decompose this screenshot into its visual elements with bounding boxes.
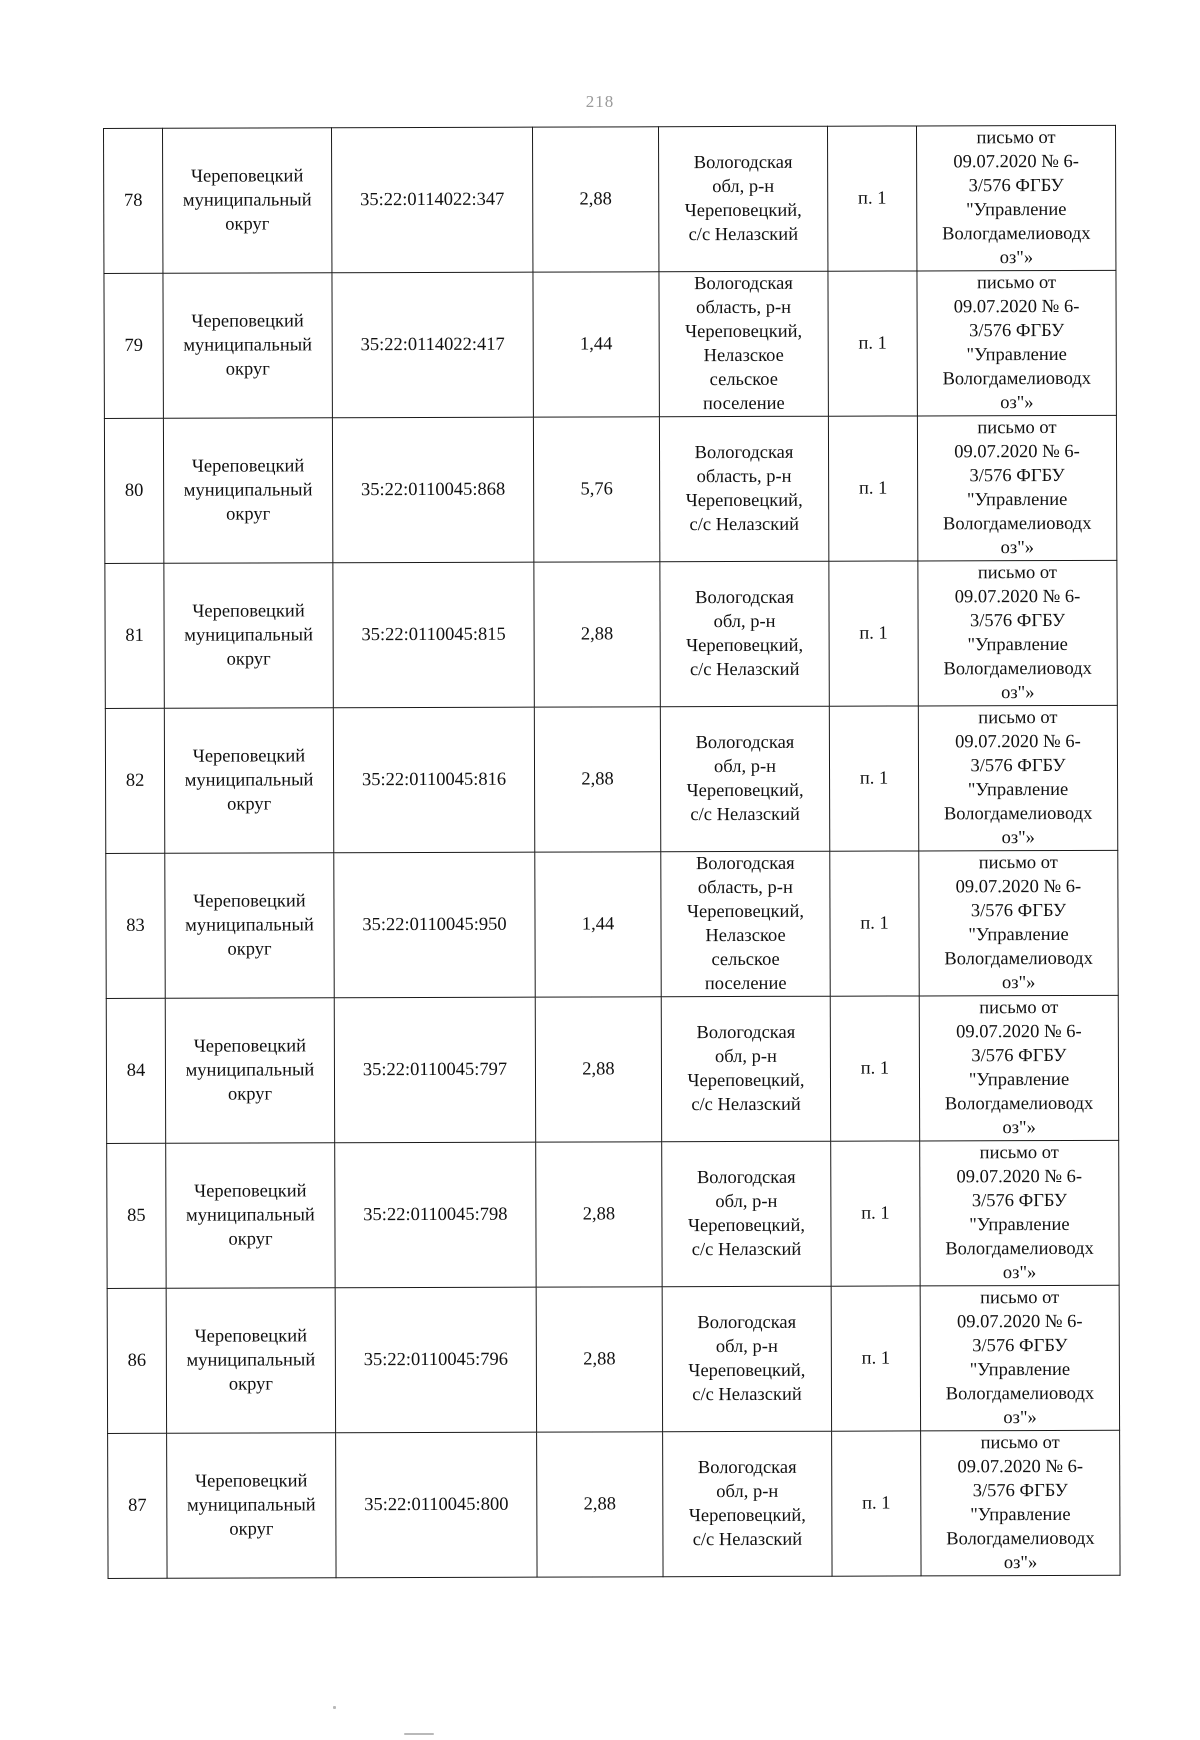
table-row	[107, 1140, 1119, 1288]
cell-cadastral-number: 35:22:0114022:417	[332, 272, 533, 418]
cell-address-line: Череповецкий,	[687, 1215, 805, 1237]
cell-address-line: Вологодская	[694, 273, 793, 295]
cell-address-line: Череповецкий,	[684, 200, 802, 222]
cell-address	[661, 851, 830, 997]
cell-address	[659, 271, 828, 417]
cell-basis-line: оз"»	[1002, 1263, 1037, 1284]
cell-municipality	[165, 853, 334, 999]
cell-basis-line: письмо от	[977, 563, 1057, 584]
cell-municipality	[166, 1288, 335, 1434]
cell-municipality	[163, 418, 332, 564]
cell-basis-line: письмо от	[978, 853, 1058, 874]
table-body	[104, 125, 1121, 1578]
cell-basis-line: оз"»	[1002, 1118, 1036, 1139]
cell-area: 1,44	[533, 272, 659, 417]
cell-municipality-line: округ	[226, 649, 271, 670]
cell-basis-line: 09.07.2020 № 6-	[953, 151, 1079, 173]
cell-address	[663, 1431, 832, 1577]
land-plot-table	[103, 125, 1121, 1579]
cell-basis-line: письмо от	[976, 273, 1057, 294]
cell-municipality-line: муниципальный	[185, 915, 314, 936]
cell-basis-line: 09.07.2020 № 6-	[957, 1456, 1084, 1478]
cell-municipality-line: Череповецкий	[191, 456, 305, 477]
cell-item: п. 1	[829, 561, 918, 706]
cell-municipality-line: муниципальный	[184, 770, 314, 791]
cell-municipality-line: муниципальный	[186, 1495, 316, 1516]
cell-address	[658, 126, 827, 272]
cell-row-number: 81	[105, 563, 164, 708]
cell-municipality	[164, 563, 333, 709]
cell-item: п. 1	[830, 996, 919, 1141]
cell-municipality-line: округ	[228, 1374, 274, 1395]
cell-cadastral-number: 35:22:0110045:796	[335, 1287, 536, 1433]
table-row	[104, 125, 1116, 273]
cell-row-number: 84	[106, 998, 165, 1143]
cell-municipality-line: Череповецкий	[192, 746, 306, 767]
cell-basis-line: "Управление	[968, 924, 1069, 946]
cell-basis-line: Вологдамелиоводх	[946, 1528, 1095, 1550]
cell-address-line: область, р-н	[697, 877, 793, 899]
cell-basis-line: оз"»	[1001, 973, 1036, 994]
cell-basis-line: оз"»	[999, 248, 1034, 269]
cell-area: 2,88	[535, 997, 661, 1142]
cell-basis-line: 3/576 ФГБУ	[970, 755, 1066, 777]
cell-basis-line: 3/576 ФГБУ	[968, 175, 1064, 197]
cell-address-line: Вологодская	[695, 587, 794, 609]
cell-address-line: Череповецкий,	[686, 901, 804, 923]
cell-basis	[919, 995, 1118, 1141]
cell-row-number: 78	[104, 128, 163, 273]
cell-address	[661, 996, 830, 1142]
cell-address-line: с/с Нелазский	[689, 514, 800, 536]
cell-address-line: с/с Нелазский	[692, 1529, 803, 1551]
cell-basis-line: 09.07.2020 № 6-	[956, 1166, 1083, 1188]
cell-basis-line: Вологдамелиоводх	[945, 1238, 1094, 1260]
cell-item: п. 1	[830, 851, 919, 996]
cell-basis-line: Вологдамелиоводх	[942, 223, 1091, 245]
cell-municipality-line: муниципальный	[186, 1350, 316, 1371]
cell-basis-line: Вологдамелиоводх	[942, 513, 1092, 535]
cell-address-line: область, р-н	[696, 297, 792, 319]
cell-item: п. 1	[828, 271, 917, 416]
cell-cadastral-number: 35:22:0110045:816	[333, 707, 534, 853]
cell-basis-line: "Управление	[966, 199, 1067, 221]
cell-address-line: Череповецкий,	[685, 321, 803, 343]
table-row	[107, 1285, 1119, 1433]
cell-municipality-line: муниципальный	[185, 1060, 315, 1081]
cell-basis-line: Вологдамелиоводх	[944, 1093, 1094, 1115]
cell-item: п. 1	[832, 1431, 921, 1576]
cell-basis-line: Вологдамелиоводх	[944, 948, 1093, 970]
cell-address-line: Вологодская	[697, 1457, 797, 1479]
table-row	[104, 270, 1116, 418]
cell-item: п. 1	[831, 1141, 920, 1286]
cell-municipality-line: округ	[227, 794, 272, 815]
cell-basis-line: Вологдамелиоводх	[943, 658, 1092, 680]
cell-municipality	[165, 998, 334, 1144]
cell-row-number: 80	[104, 418, 163, 563]
cell-municipality-line: округ	[227, 939, 272, 960]
cell-address	[659, 416, 828, 562]
cell-area: 2,88	[536, 1142, 662, 1287]
cell-basis-line: "Управление	[969, 1359, 1071, 1381]
cell-municipality	[167, 1433, 336, 1579]
cell-row-number: 83	[106, 853, 165, 998]
cell-municipality-line: округ	[227, 1084, 273, 1105]
cell-basis-line: "Управление	[968, 1069, 1070, 1091]
cell-address-line: обл, р-н	[713, 756, 777, 778]
cell-basis-line: "Управление	[967, 779, 1069, 801]
cell-basis-line: письмо от	[980, 1433, 1060, 1454]
cell-basis-line: 3/576 ФГБУ	[971, 1045, 1067, 1067]
cell-basis-line: оз"»	[1001, 828, 1035, 849]
cell-municipality-line: округ	[229, 1519, 274, 1540]
cell-basis-line: 09.07.2020 № 6-	[954, 586, 1081, 608]
cell-basis	[919, 850, 1118, 996]
cell-municipality-line: муниципальный	[184, 625, 313, 646]
table-row	[106, 995, 1118, 1143]
cell-row-number: 86	[107, 1288, 166, 1433]
cell-basis-line: оз"»	[1000, 393, 1034, 414]
cell-address-line: Нелазское	[705, 925, 786, 947]
page-number: 218	[585, 92, 615, 111]
cell-address-line: обл, р-н	[713, 611, 776, 633]
cell-basis-line: Вологдамелиоводх	[942, 368, 1092, 390]
cell-address-line: Вологодская	[693, 152, 793, 174]
cell-basis	[920, 1285, 1119, 1431]
cell-municipality-line: округ	[228, 1229, 273, 1250]
cell-basis-line: "Управление	[966, 344, 1067, 366]
cell-address-line: Вологодская	[695, 853, 795, 875]
cell-municipality-line: Череповецкий	[195, 1471, 308, 1492]
cell-address-line: с/с Нелазский	[692, 1384, 802, 1406]
cell-area: 5,76	[533, 417, 659, 562]
table-row	[104, 415, 1116, 563]
cell-address-line: сельское	[711, 949, 780, 971]
cell-basis-line: "Управление	[969, 1214, 1070, 1236]
cell-cadastral-number: 35:22:0110045:797	[334, 997, 535, 1143]
cell-address-line: Вологодская	[694, 442, 794, 464]
cell-basis-line: "Управление	[970, 1504, 1071, 1526]
cell-basis-line: 09.07.2020 № 6-	[954, 441, 1080, 463]
cell-municipality-line: муниципальный	[183, 335, 313, 356]
cell-cadastral-number: 35:22:0110045:800	[336, 1432, 537, 1578]
cell-address-line: обл, р-н	[716, 1481, 779, 1503]
cell-basis	[918, 560, 1117, 706]
cell-cadastral-number: 35:22:0110045:950	[334, 852, 535, 998]
cell-basis-line: Вологдамелиоводх	[945, 1383, 1095, 1405]
cell-basis-line: оз"»	[1001, 683, 1035, 704]
cell-cadastral-number: 35:22:0110045:868	[332, 417, 533, 563]
cell-basis-line: 09.07.2020 № 6-	[955, 731, 1081, 753]
cell-basis-line: оз"»	[1000, 538, 1035, 559]
cell-address-line: поселение	[702, 393, 785, 415]
cell-basis	[918, 705, 1117, 851]
scan-artifact	[333, 1706, 336, 1709]
cell-municipality	[166, 1143, 335, 1289]
cell-basis-line: оз"»	[1003, 1553, 1038, 1574]
cell-address-line: Череповецкий,	[686, 635, 804, 657]
cell-basis	[920, 1140, 1119, 1286]
cell-cadastral-number: 35:22:0110045:815	[333, 562, 534, 708]
cell-row-number: 79	[104, 273, 163, 418]
cell-address-line: с/с Нелазский	[690, 804, 800, 826]
cell-municipality-line: Череповецкий	[193, 891, 306, 912]
cell-basis-line: оз"»	[1003, 1408, 1037, 1429]
cell-municipality-line: округ	[225, 359, 270, 380]
cell-address-line: обл, р-н	[714, 1046, 777, 1068]
table-row	[105, 560, 1117, 708]
cell-basis	[916, 125, 1115, 271]
cell-address	[662, 1141, 831, 1287]
cell-area: 2,88	[534, 562, 660, 707]
cell-basis-line: 09.07.2020 № 6-	[953, 296, 1080, 318]
cell-basis-line: письмо от	[978, 708, 1058, 729]
cell-area: 2,88	[534, 707, 660, 852]
cell-address-line: сельское	[709, 369, 778, 391]
cell-address-line: Череповецкий,	[686, 780, 804, 802]
cell-address	[662, 1286, 831, 1432]
cell-municipality-line: муниципальный	[186, 1205, 315, 1226]
cell-basis-line: письмо от	[980, 1288, 1060, 1309]
cell-address-line: Череповецкий,	[688, 1505, 806, 1527]
cell-municipality-line: муниципальный	[182, 190, 312, 211]
cell-address-line: Череповецкий,	[687, 1070, 805, 1092]
cell-address-line: обл, р-н	[715, 1191, 778, 1213]
cell-municipality-line: округ	[225, 214, 270, 235]
cell-municipality-line: Череповецкий	[192, 601, 305, 622]
cell-address-line: с/с Нелазский	[689, 659, 800, 681]
cell-address-line: Вологодская	[696, 1167, 796, 1189]
cell-basis-line: 3/576 ФГБУ	[971, 1190, 1067, 1212]
cell-basis-line: 09.07.2020 № 6-	[956, 1021, 1082, 1043]
cell-address-line: обл, р-н	[712, 176, 775, 198]
cell-address-line: Вологодская	[697, 1312, 797, 1334]
cell-basis	[917, 270, 1116, 416]
cell-basis-line: 3/576 ФГБУ	[972, 1335, 1068, 1357]
cell-municipality	[163, 128, 332, 274]
cell-basis-line: 3/576 ФГБУ	[969, 320, 1065, 342]
cell-basis-line: 3/576 ФГБУ	[969, 610, 1066, 632]
cell-basis-line: Вологдамелиоводх	[943, 803, 1093, 825]
cell-row-number: 85	[107, 1143, 166, 1288]
cell-municipality-line: муниципальный	[183, 480, 313, 501]
cell-address-line: с/с Нелазский	[691, 1239, 802, 1261]
scan-artifact	[404, 1733, 434, 1735]
cell-address-line: Вологодская	[695, 732, 795, 754]
cell-municipality-line: Череповецкий	[193, 1036, 307, 1057]
cell-row-number: 82	[105, 708, 164, 853]
cell-address-line: область, р-н	[696, 466, 792, 488]
cell-address-line: обл, р-н	[715, 1336, 778, 1358]
cell-municipality	[163, 273, 332, 419]
cell-address-line: поселение	[704, 973, 787, 995]
cell-basis-line: письмо от	[979, 1143, 1059, 1164]
cell-address-line: Вологодская	[696, 1022, 796, 1044]
cell-basis-line: 09.07.2020 № 6-	[955, 876, 1082, 898]
cell-municipality-line: Череповецкий	[190, 166, 304, 187]
cell-address-line: Череповецкий,	[685, 490, 803, 512]
cell-area: 2,88	[536, 1287, 662, 1432]
cell-municipality	[164, 708, 333, 854]
cell-municipality-line: Череповецкий	[191, 311, 304, 332]
cell-basis-line: письмо от	[976, 128, 1056, 149]
cell-address	[660, 706, 829, 852]
cell-municipality-line: Череповецкий	[194, 1181, 307, 1202]
cell-address-line: с/с Нелазский	[691, 1094, 801, 1116]
cell-basis-line: 3/576 ФГБУ	[969, 465, 1065, 487]
cell-basis-line: 3/576 ФГБУ	[972, 1480, 1068, 1502]
cell-address-line: с/с Нелазский	[688, 224, 799, 246]
cell-item: п. 1	[828, 416, 917, 561]
cell-address-line: Череповецкий,	[688, 1360, 806, 1382]
cell-address-line: Нелазское	[703, 345, 784, 367]
cell-item: п. 1	[827, 126, 916, 271]
table-row	[106, 850, 1118, 998]
cell-basis	[921, 1430, 1120, 1576]
cell-municipality-line: Череповецкий	[194, 1326, 308, 1347]
cell-basis-line: 09.07.2020 № 6-	[956, 1311, 1083, 1333]
cell-basis-line: 3/576 ФГБУ	[970, 900, 1067, 922]
cell-row-number: 87	[108, 1433, 167, 1578]
cell-basis-line: "Управление	[967, 634, 1068, 656]
cell-area: 2,88	[532, 127, 658, 272]
cell-item: п. 1	[829, 706, 918, 851]
table-row	[108, 1430, 1120, 1578]
cell-cadastral-number: 35:22:0114022:347	[332, 127, 533, 273]
cell-cadastral-number: 35:22:0110045:798	[335, 1142, 536, 1288]
table-row	[105, 705, 1117, 853]
cell-address	[660, 561, 829, 707]
cell-basis-line: письмо от	[977, 418, 1057, 439]
cell-area: 1,44	[535, 852, 661, 997]
cell-municipality-line: округ	[226, 504, 271, 525]
cell-area: 2,88	[537, 1432, 663, 1577]
cell-item: п. 1	[831, 1286, 920, 1431]
cell-basis	[917, 415, 1116, 561]
cell-basis-line: письмо от	[979, 998, 1059, 1019]
cell-basis-line: "Управление	[966, 489, 1068, 511]
